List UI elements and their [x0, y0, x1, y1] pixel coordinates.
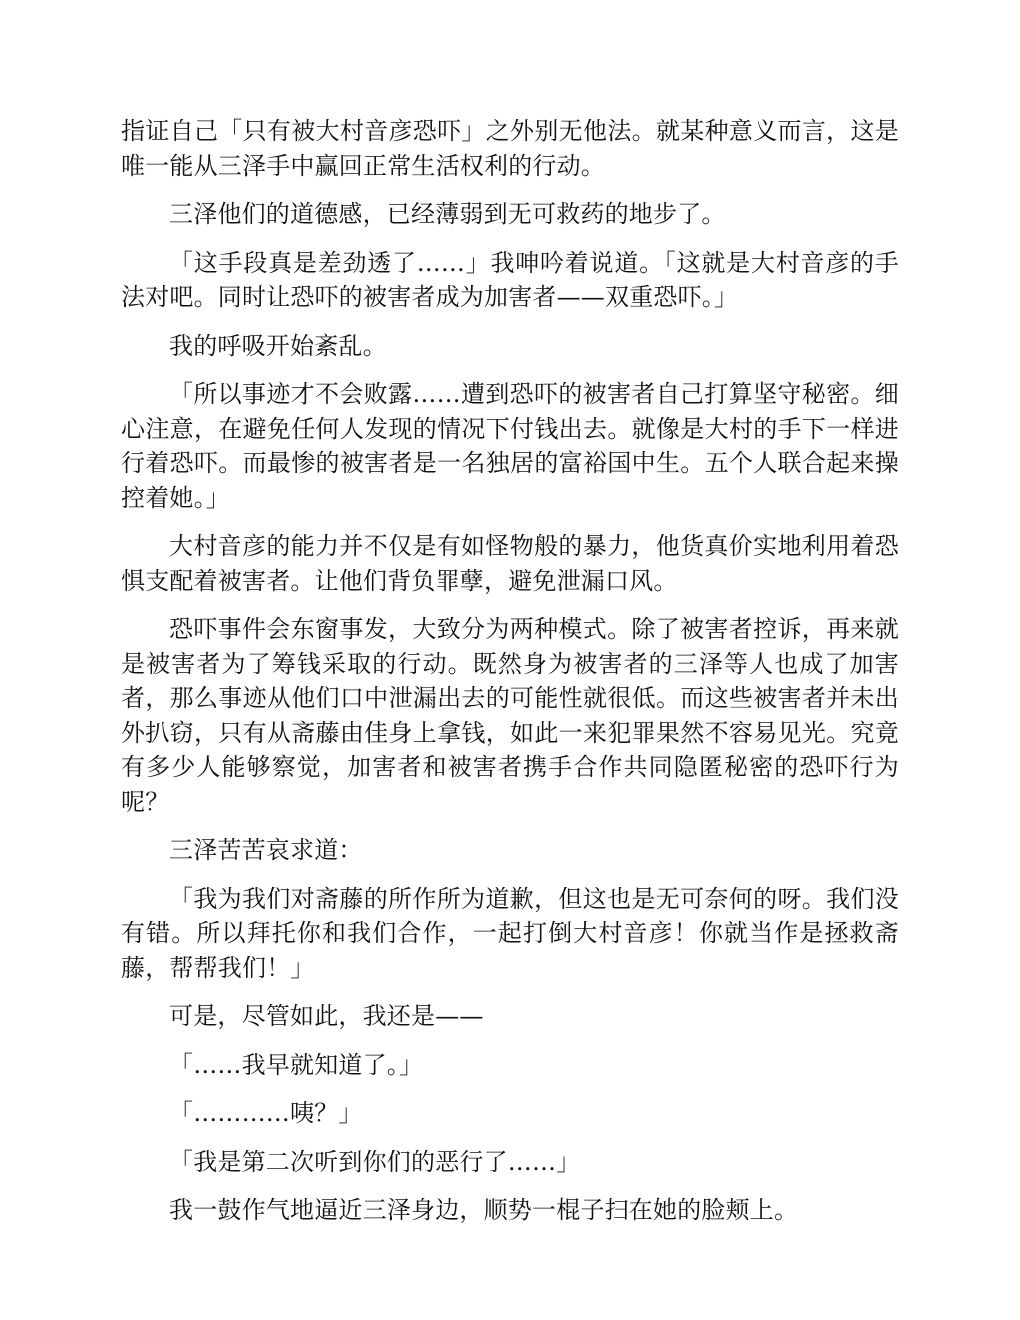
paragraph-4: 我的呼吸开始紊乱。 [169, 331, 387, 360]
paragraph-5: 「所以事迹才不会败露……遭到恐吓的被害者自己打算坚守秘密。细心注意，在避免任何人发现的情况下付钱出去。就像是大村的手下一样进行着恐吓。而最惨的被害者是一名独居的富裕国中生。五个人联合起来操控着她。」 [121, 380, 899, 512]
paragraph-13: 「我是第二次听到你们的恶行了……」 [169, 1147, 581, 1176]
paragraph-2: 三泽他们的道德感，已经薄弱到无可救药的地步了。 [169, 200, 726, 228]
paragraph-12: 「…………咦？」 [169, 1099, 363, 1127]
book-page [121, 114, 899, 1242]
paragraph-1: 指证自己「只有被大村音彦恐吓」之外别无他法。就某种意义而言，这是唯一能从三泽手中赢回正常生活权利的行动。 [121, 117, 899, 180]
paragraph-7: 恐吓事件会东窗事发，大致分为两种模式。除了被害者控诉，再来就是被害者为了筹钱采取的行动。既然身为被害者的三泽等人也成了加害者，那么事迹从他们口中泄漏出去的可能性就很低。而这些被害者并未出外扒窃，只有从斋藤由佳身上拿钱，如此一来犯罪果然不容易见光。究竟有多少人能够察觉，加害者和被害者携手合作共同隐匿秘密的恐吓行为呢？ [121, 615, 899, 816]
paragraph-9: 「我为我们对斋藤的所作所为道歉，但这也是无可奈何的呀。我们没有错。所以拜托你和我们合作，一起打倒大村音彦！你就当作是拯救斋藤，帮帮我们！」 [121, 884, 899, 982]
paragraph-11: 「……我早就知道了。」 [169, 1050, 424, 1079]
paragraph-14: 我一鼓作气地逼近三泽身边，顺势一棍子扫在她的脸颊上。 [169, 1196, 799, 1224]
paragraph-3: 「这手段真是差劲透了……」我呻吟着说道。「这就是大村音彦的手法对吧。同时让恐吓的被害者成为加害者——双重恐吓。」 [121, 248, 899, 311]
paragraph-6: 大村音彦的能力并不仅是有如怪物般的暴力，他货真价实地利用着恐惧支配着被害者。让他们背负罪孽，避免泄漏口风。 [121, 532, 899, 595]
paragraph-10: 可是，尽管如此，我还是—— [169, 1002, 484, 1030]
paragraph-8: 三泽苦苦哀求道： [169, 836, 363, 864]
